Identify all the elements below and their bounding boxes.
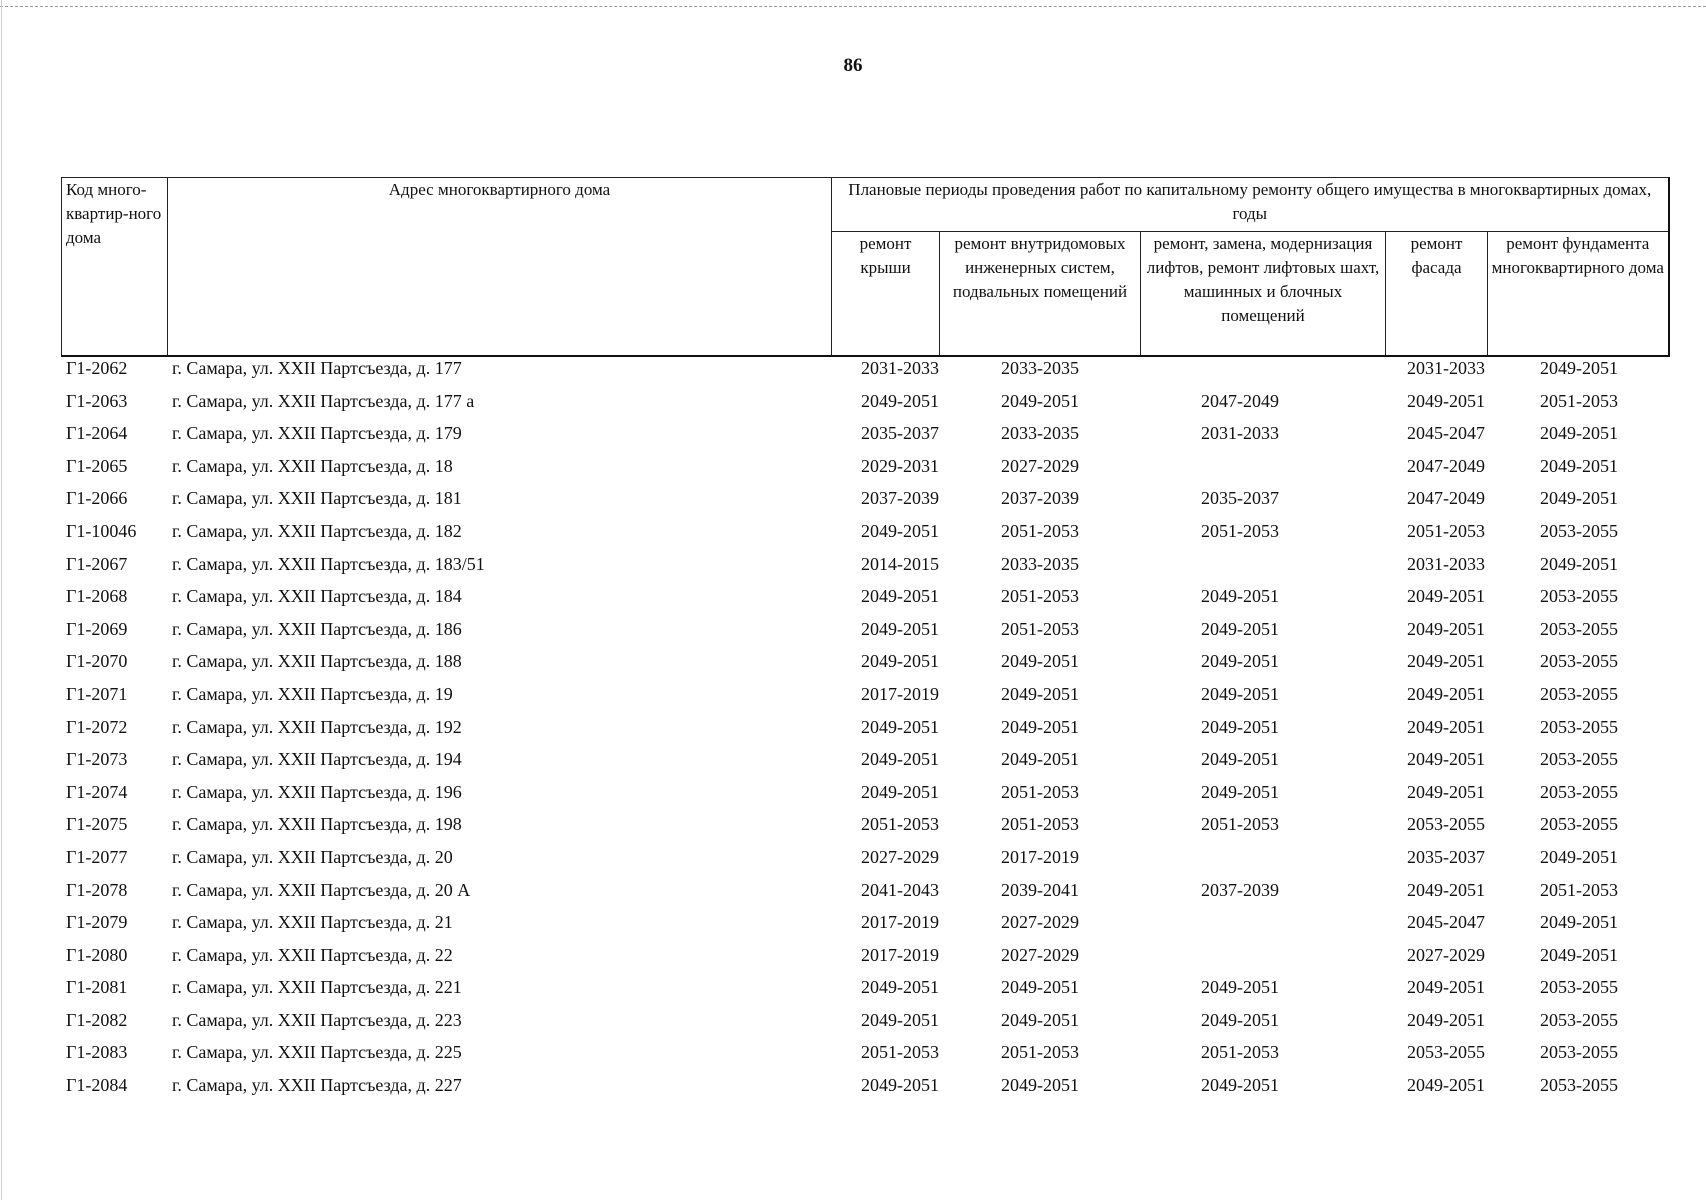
facade-repair-period: 2049-2051 xyxy=(1407,586,1485,607)
foundation-repair-period: 2053-2055 xyxy=(1540,1075,1618,1096)
house-code: Г1-2080 xyxy=(66,944,128,965)
house-code: Г1-2077 xyxy=(66,846,128,867)
engineering-repair-period: 2051-2053 xyxy=(1001,520,1079,541)
header-foundation: ремонт фундамента многоквартирного дома xyxy=(1488,232,1669,356)
house-address: г. Самара, ул. XXII Партсъезда, д. 194 xyxy=(172,749,462,770)
facade-repair-period: 2035-2037 xyxy=(1407,846,1485,867)
table-row xyxy=(0,615,1706,648)
table-row xyxy=(0,1071,1706,1104)
lift-repair-period: 2049-2051 xyxy=(1201,618,1279,639)
roof-repair-period: 2017-2019 xyxy=(861,944,939,965)
engineering-repair-period: 2049-2051 xyxy=(1001,651,1079,672)
table-row xyxy=(0,908,1706,941)
foundation-repair-period: 2051-2053 xyxy=(1540,390,1618,411)
house-address: г. Самара, ул. XXII Партсъезда, д. 198 xyxy=(172,814,462,835)
roof-repair-period: 2051-2053 xyxy=(861,1042,939,1063)
house-address: г. Самара, ул. XXII Партсъезда, д. 177 xyxy=(172,358,462,378)
facade-repair-period: 2049-2051 xyxy=(1407,683,1485,704)
roof-repair-period: 2037-2039 xyxy=(861,488,939,509)
engineering-repair-period: 2051-2053 xyxy=(1001,618,1079,639)
facade-repair-period: 2049-2051 xyxy=(1407,1009,1485,1030)
house-address: г. Самара, ул. XXII Партсъезда, д. 186 xyxy=(172,618,462,639)
foundation-repair-period: 2049-2051 xyxy=(1540,455,1618,476)
house-code: Г1-2078 xyxy=(66,879,128,900)
facade-repair-period: 2049-2051 xyxy=(1407,390,1485,411)
foundation-repair-period: 2049-2051 xyxy=(1540,423,1618,444)
header-lifts: ремонт, замена, модернизация лифтов, ремонт лифтовых шахт, машинных и блочных помещений xyxy=(1141,232,1386,356)
facade-repair-period: 2047-2049 xyxy=(1407,488,1485,509)
foundation-repair-period: 2053-2055 xyxy=(1540,1009,1618,1030)
roof-repair-period: 2049-2051 xyxy=(861,651,939,672)
engineering-repair-period: 2033-2035 xyxy=(1001,358,1079,378)
facade-repair-period: 2049-2051 xyxy=(1407,716,1485,737)
foundation-repair-period: 2049-2051 xyxy=(1540,553,1618,574)
foundation-repair-period: 2053-2055 xyxy=(1540,749,1618,770)
header-engineering: ремонт внутридомовых инженерных систем, подвальных помещений xyxy=(940,232,1141,356)
house-address: г. Самара, ул. XXII Партсъезда, д. 184 xyxy=(172,586,462,607)
foundation-repair-period: 2053-2055 xyxy=(1540,814,1618,835)
foundation-repair-period: 2049-2051 xyxy=(1540,358,1618,378)
foundation-repair-period: 2049-2051 xyxy=(1540,944,1618,965)
roof-repair-period: 2014-2015 xyxy=(861,553,939,574)
roof-repair-period: 2031-2033 xyxy=(861,358,939,378)
house-code: Г1-2066 xyxy=(66,488,128,509)
facade-repair-period: 2049-2051 xyxy=(1407,781,1485,802)
table-row xyxy=(0,452,1706,485)
header-periods: Плановые периоды проведения работ по капитальному ремонту общего имущества в многоквартирных домах, годы xyxy=(832,178,1669,232)
foundation-repair-period: 2053-2055 xyxy=(1540,1042,1618,1063)
foundation-repair-period: 2049-2051 xyxy=(1540,488,1618,509)
house-address: г. Самара, ул. XXII Партсъезда, д. 227 xyxy=(172,1075,462,1096)
house-address: г. Самара, ул. XXII Партсъезда, д. 179 xyxy=(172,423,462,444)
engineering-repair-period: 2027-2029 xyxy=(1001,912,1079,933)
house-code: Г1-2064 xyxy=(66,423,128,444)
house-code: Г1-2082 xyxy=(66,1009,128,1030)
roof-repair-period: 2027-2029 xyxy=(861,846,939,867)
scan-edge-top xyxy=(0,6,1706,7)
table-row xyxy=(0,973,1706,1006)
engineering-repair-period: 2049-2051 xyxy=(1001,749,1079,770)
house-code: Г1-2073 xyxy=(66,749,128,770)
foundation-repair-period: 2053-2055 xyxy=(1540,716,1618,737)
house-code: Г1-2067 xyxy=(66,553,128,574)
header-roof: ремонт крыши xyxy=(832,232,940,356)
house-address: г. Самара, ул. XXII Партсъезда, д. 177 а xyxy=(172,390,475,411)
engineering-repair-period: 2049-2051 xyxy=(1001,1009,1079,1030)
engineering-repair-period: 2051-2053 xyxy=(1001,814,1079,835)
roof-repair-period: 2029-2031 xyxy=(861,455,939,476)
header-code: Код много-квартир-ного дома xyxy=(62,178,168,356)
house-address: г. Самара, ул. XXII Партсъезда, д. 181 xyxy=(172,488,462,509)
house-address: г. Самара, ул. XXII Партсъезда, д. 196 xyxy=(172,781,462,802)
table-row xyxy=(0,680,1706,713)
house-code: Г1-2072 xyxy=(66,716,128,737)
house-code: Г1-2074 xyxy=(66,781,128,802)
table-row xyxy=(0,354,1706,387)
table-row xyxy=(0,810,1706,843)
lift-repair-period: 2049-2051 xyxy=(1201,1075,1279,1096)
header-address: Адрес многоквартирного дома xyxy=(168,178,832,356)
table-row xyxy=(0,745,1706,778)
foundation-repair-period: 2051-2053 xyxy=(1540,879,1618,900)
table-header xyxy=(61,177,1670,357)
table-row xyxy=(0,387,1706,420)
lift-repair-period: 2031-2033 xyxy=(1201,423,1279,444)
house-code: Г1-2081 xyxy=(66,977,128,998)
facade-repair-period: 2031-2033 xyxy=(1407,358,1485,378)
engineering-repair-period: 2049-2051 xyxy=(1001,683,1079,704)
house-address: г. Самара, ул. XXII Партсъезда, д. 221 xyxy=(172,977,462,998)
table-row xyxy=(0,419,1706,452)
house-address: г. Самара, ул. XXII Партсъезда, д. 225 xyxy=(172,1042,462,1063)
house-code: Г1-2071 xyxy=(66,683,128,704)
roof-repair-period: 2049-2051 xyxy=(861,1075,939,1096)
foundation-repair-period: 2049-2051 xyxy=(1540,846,1618,867)
facade-repair-period: 2031-2033 xyxy=(1407,553,1485,574)
table-row xyxy=(0,1038,1706,1071)
lift-repair-period: 2051-2053 xyxy=(1201,520,1279,541)
engineering-repair-period: 2027-2029 xyxy=(1001,455,1079,476)
house-code: Г1-2063 xyxy=(66,390,128,411)
house-code: Г1-2079 xyxy=(66,912,128,933)
roof-repair-period: 2041-2043 xyxy=(861,879,939,900)
roof-repair-period: 2049-2051 xyxy=(861,977,939,998)
table-row xyxy=(0,647,1706,680)
lift-repair-period: 2049-2051 xyxy=(1201,586,1279,607)
lift-repair-period: 2037-2039 xyxy=(1201,879,1279,900)
house-code: Г1-2069 xyxy=(66,618,128,639)
engineering-repair-period: 2033-2035 xyxy=(1001,423,1079,444)
engineering-repair-period: 2049-2051 xyxy=(1001,1075,1079,1096)
table-row xyxy=(0,550,1706,583)
engineering-repair-period: 2049-2051 xyxy=(1001,716,1079,737)
facade-repair-period: 2049-2051 xyxy=(1407,977,1485,998)
roof-repair-period: 2049-2051 xyxy=(861,618,939,639)
house-address: г. Самара, ул. XXII Партсъезда, д. 21 xyxy=(172,912,453,933)
roof-repair-period: 2017-2019 xyxy=(861,912,939,933)
foundation-repair-period: 2053-2055 xyxy=(1540,586,1618,607)
lift-repair-period: 2049-2051 xyxy=(1201,977,1279,998)
house-address: г. Самара, ул. XXII Партсъезда, д. 183/51 xyxy=(172,553,485,574)
engineering-repair-period: 2033-2035 xyxy=(1001,553,1079,574)
table-row xyxy=(0,941,1706,974)
house-code: Г1-2065 xyxy=(66,455,128,476)
roof-repair-period: 2049-2051 xyxy=(861,520,939,541)
lift-repair-period: 2049-2051 xyxy=(1201,781,1279,802)
engineering-repair-period: 2027-2029 xyxy=(1001,944,1079,965)
table-row xyxy=(0,582,1706,615)
facade-repair-period: 2049-2051 xyxy=(1407,749,1485,770)
engineering-repair-period: 2051-2053 xyxy=(1001,586,1079,607)
lift-repair-period: 2049-2051 xyxy=(1201,749,1279,770)
engineering-repair-period: 2039-2041 xyxy=(1001,879,1079,900)
roof-repair-period: 2049-2051 xyxy=(861,749,939,770)
facade-repair-period: 2027-2029 xyxy=(1407,944,1485,965)
lift-repair-period: 2047-2049 xyxy=(1201,390,1279,411)
house-address: г. Самара, ул. XXII Партсъезда, д. 192 xyxy=(172,716,462,737)
facade-repair-period: 2053-2055 xyxy=(1407,1042,1485,1063)
lift-repair-period: 2035-2037 xyxy=(1201,488,1279,509)
foundation-repair-period: 2053-2055 xyxy=(1540,781,1618,802)
house-code: Г1-2075 xyxy=(66,814,128,835)
engineering-repair-period: 2049-2051 xyxy=(1001,977,1079,998)
house-address: г. Самара, ул. XXII Партсъезда, д. 223 xyxy=(172,1009,462,1030)
roof-repair-period: 2017-2019 xyxy=(861,683,939,704)
table-row xyxy=(0,713,1706,746)
house-address: г. Самара, ул. XXII Партсъезда, д. 19 xyxy=(172,683,453,704)
house-code: Г1-2068 xyxy=(66,586,128,607)
house-address: г. Самара, ул. XXII Партсъезда, д. 18 xyxy=(172,455,453,476)
page-number: 86 xyxy=(843,55,863,76)
facade-repair-period: 2045-2047 xyxy=(1407,912,1485,933)
foundation-repair-period: 2053-2055 xyxy=(1540,618,1618,639)
foundation-repair-period: 2053-2055 xyxy=(1540,683,1618,704)
facade-repair-period: 2047-2049 xyxy=(1407,455,1485,476)
lift-repair-period: 2049-2051 xyxy=(1201,716,1279,737)
table-row xyxy=(0,1006,1706,1039)
facade-repair-period: 2049-2051 xyxy=(1407,618,1485,639)
engineering-repair-period: 2051-2053 xyxy=(1001,1042,1079,1063)
table-body xyxy=(0,354,1706,1104)
roof-repair-period: 2049-2051 xyxy=(861,781,939,802)
facade-repair-period: 2053-2055 xyxy=(1407,814,1485,835)
foundation-repair-period: 2053-2055 xyxy=(1540,651,1618,672)
lift-repair-period: 2049-2051 xyxy=(1201,683,1279,704)
house-address: г. Самара, ул. XXII Партсъезда, д. 182 xyxy=(172,520,462,541)
house-address: г. Самара, ул. XXII Партсъезда, д. 22 xyxy=(172,944,453,965)
engineering-repair-period: 2037-2039 xyxy=(1001,488,1079,509)
facade-repair-period: 2045-2047 xyxy=(1407,423,1485,444)
house-code: Г1-2084 xyxy=(66,1075,128,1096)
house-code: Г1-10046 xyxy=(66,520,137,541)
roof-repair-period: 2035-2037 xyxy=(861,423,939,444)
facade-repair-period: 2049-2051 xyxy=(1407,651,1485,672)
lift-repair-period: 2049-2051 xyxy=(1201,651,1279,672)
table-row xyxy=(0,843,1706,876)
facade-repair-period: 2049-2051 xyxy=(1407,879,1485,900)
roof-repair-period: 2049-2051 xyxy=(861,586,939,607)
header-facade: ремонт фасада xyxy=(1386,232,1488,356)
table-row xyxy=(0,484,1706,517)
lift-repair-period: 2049-2051 xyxy=(1201,1009,1279,1030)
house-address: г. Самара, ул. XXII Партсъезда, д. 188 xyxy=(172,651,462,672)
table-row xyxy=(0,778,1706,811)
roof-repair-period: 2049-2051 xyxy=(861,1009,939,1030)
house-address: г. Самара, ул. XXII Партсъезда, д. 20 А xyxy=(172,879,471,900)
engineering-repair-period: 2017-2019 xyxy=(1001,846,1079,867)
roof-repair-period: 2049-2051 xyxy=(861,390,939,411)
foundation-repair-period: 2053-2055 xyxy=(1540,520,1618,541)
foundation-repair-period: 2053-2055 xyxy=(1540,977,1618,998)
house-address: г. Самара, ул. XXII Партсъезда, д. 20 xyxy=(172,846,453,867)
facade-repair-period: 2051-2053 xyxy=(1407,520,1485,541)
roof-repair-period: 2049-2051 xyxy=(861,716,939,737)
engineering-repair-period: 2051-2053 xyxy=(1001,781,1079,802)
foundation-repair-period: 2049-2051 xyxy=(1540,912,1618,933)
lift-repair-period: 2051-2053 xyxy=(1201,814,1279,835)
table-row xyxy=(0,876,1706,909)
lift-repair-period: 2051-2053 xyxy=(1201,1042,1279,1063)
house-code: Г1-2070 xyxy=(66,651,128,672)
house-code: Г1-2062 xyxy=(66,358,128,378)
house-code: Г1-2083 xyxy=(66,1042,128,1063)
table-row xyxy=(0,517,1706,550)
facade-repair-period: 2049-2051 xyxy=(1407,1075,1485,1096)
engineering-repair-period: 2049-2051 xyxy=(1001,390,1079,411)
roof-repair-period: 2051-2053 xyxy=(861,814,939,835)
